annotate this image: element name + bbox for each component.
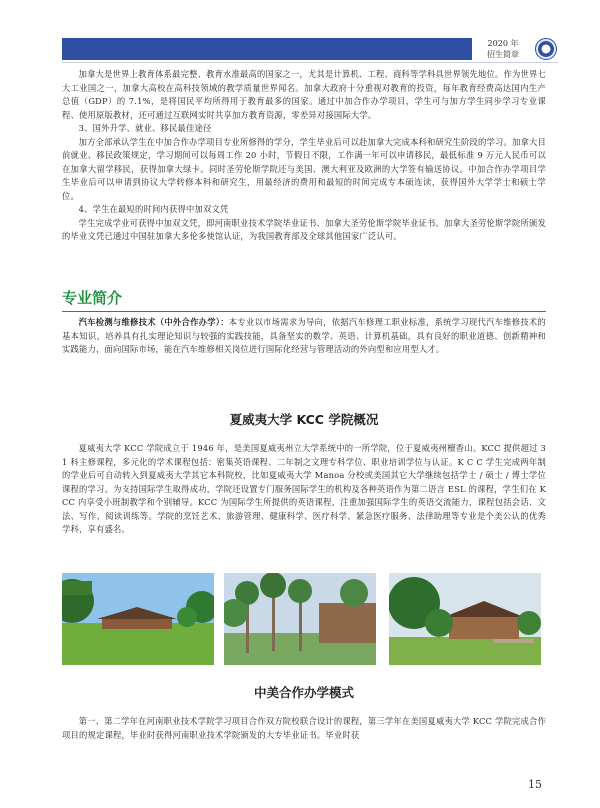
major-text: 本专业以市场需求为导向，依据汽车修理工职业标准，系统学习现代汽车维修技术的基本知识，培养具有扎实理论知识与较强的实践技能，具备坚实的数学、英语、计算机基础，具有良好的职业道德、创新精神和实践能力，面向国际市场，能在汽车维修相关岗位进行国际化经营与管理活动的外向型和应用型人才。 — [62, 317, 546, 354]
header-year: 2020 年 — [487, 39, 519, 48]
intro-subheading-4: 4、学生在最短的时间内获得中加双文凭 — [78, 204, 229, 214]
header-bar — [62, 38, 472, 60]
intro-section — [62, 68, 546, 244]
school-logo-icon — [535, 38, 557, 60]
header-title — [474, 38, 532, 60]
kcc-section — [62, 410, 546, 537]
intro-paragraph-3: 学生完成学业可获得中加双文凭，即河南职业技术学院毕业证书、加拿大圣劳伦斯学院毕业证书。加拿大圣劳伦斯学院所颁发的毕业文凭已通过中国驻加拿大多伦多使馆认证，为我国教育部及全球其他国家广泛认可。 — [62, 217, 546, 241]
cooperation-section — [62, 683, 546, 742]
intro-paragraph-2: 加方全部承认学生在中加合作办学项目专业所修得的学分，学生毕业后可以赴加拿大完成本科和研究生阶段的学习。加拿大目前就业、移民政策规定，学习期间可以每周工作 20 小时，节假日不限，工作满一年可以申请移民，最低标准 9 万元人民币可以在加拿大留学移民，获得加拿大绿卡。同时圣劳伦斯学院还与美国、澳大利亚及欧洲的大学签有输送协议。中加合作办学项目学生毕业后可以申请到协议大学转修本科和研究生，用最经济的费用和最短的时间完成专本硕连读，获得国外大学学士和硕士学位。 — [62, 136, 546, 201]
header-subtitle: 招生简章 — [487, 50, 519, 59]
intro-paragraph-1: 加拿大是世界上教育体系最完整、教育水准最高的国家之一，尤其是计算机、工程、商科等学科具世界领先地位。作为世界七大工业国之一，加拿大高校在高科技领域的教学质量世界闻名。加拿大政府十分重视对教育的投资，每年教育经费高达国内生产总值（GDP）的 7.1%，是将国民平均所得用于教育最多的国家。通过中加合作办学项目，学生可与加方学生同步学习专业课程、使用原版教材，还可通过互联网实时共享加方教育资源，零差异对接国际大学。 — [62, 69, 546, 120]
major-paragraph — [62, 316, 546, 357]
campus-lawn-photo — [62, 573, 214, 665]
campus-palm-trees-photo — [224, 573, 376, 665]
intro-subheading-3: 3、国外升学、就业、移民最佳途径 — [78, 123, 212, 133]
major-section — [62, 287, 546, 357]
major-heading: 专业简介 — [62, 289, 123, 307]
major-lead: 汽车检测与维修技术（中外合作办学）： — [78, 317, 229, 327]
page-number: 15 — [528, 778, 542, 791]
cooperation-paragraph: 第一、第二学年在河南职业技术学院学习项目合作双方院校联合设计的课程，第三学年在美国夏威夷大学 KCC 学院完成合作项目的规定课程，毕业时获得河南职业技术学院颁发的大专毕业证书。毕业时获 — [62, 716, 546, 740]
kcc-title: 夏威夷大学 KCC 学院概况 — [229, 412, 379, 427]
kcc-paragraph: 夏威夷大学 KCC 学院成立于 1946 年，是美国夏威夷州立大学系统中的一所学院，位于夏威夷州檀香山。KCC 提供超过 31 科主修课程，多元化的学术课程包括：密集英语课程、二年制之文理专科学位、职业培训学位与认证。K C C 学生完成两年制的学业后可自动转入到夏威夷大学其它本科院校，比如夏威夷大学 Manoa 分校或美国其它大学继续包括学士 / 硕士 / 博士学位课程的学习。为支持国际学生取得成功，学院还设置专门服务国际学生的机构及各种英语作为第二语言 ESL 的课程，学生们在 KCC 内享受小班制教学和个别辅导。KCC 为国际学生所提供的英语课程，注重加强国际学生的英语交流能力，课程包括会话、文法、写作、阅读训练等。学院的烹饪艺术、旅游管理、健康科学、医疗科学、紧急医疗服务、法律助理等专业是个美公认的优秀学科，享有盛名。 — [62, 443, 546, 534]
cooperation-title: 中美合作办学模式 — [253, 685, 354, 700]
campus-building-photo — [389, 573, 541, 665]
header-divider — [62, 62, 558, 63]
major-heading-rule — [62, 311, 546, 312]
